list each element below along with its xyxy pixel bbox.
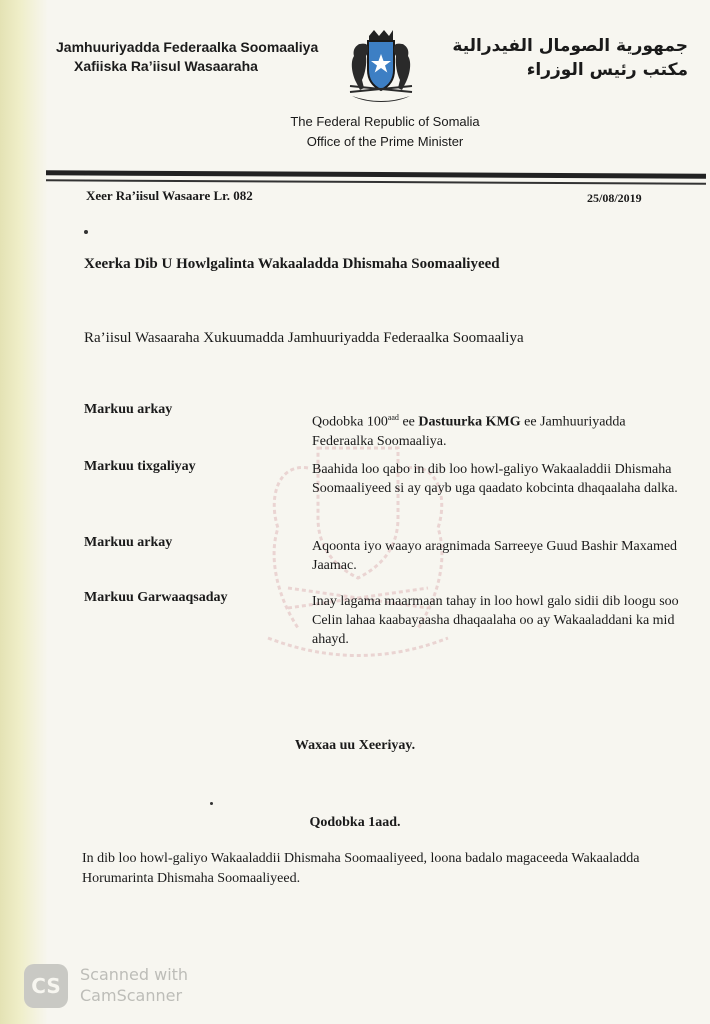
letterhead-english-line1: The Federal Republic of Somalia bbox=[290, 114, 480, 129]
letterhead-divider-thin bbox=[46, 179, 706, 184]
decree-date: 25/08/2019 bbox=[587, 191, 642, 205]
letterhead-somali bbox=[56, 38, 318, 76]
recital-text-bold: Dastuurka KMG bbox=[418, 414, 521, 430]
camscanner-watermark bbox=[80, 964, 188, 1006]
recital-text: Baahida loo qabo in dib loo howl-galiyo Wakaaladdii Dhismaha Soomaaliyeed si ay qayb uga qaadato kobcinta dhaqaalaha dalka. bbox=[312, 462, 678, 496]
scan-speck bbox=[210, 802, 213, 805]
recital-text-superscript: aad bbox=[387, 413, 399, 422]
letterhead-somali-line1: Jamhuuriyadda Federaalka Soomaaliya bbox=[56, 39, 319, 55]
letterhead-english-line2: Office of the Prime Minister bbox=[306, 134, 464, 149]
scan-page-edge bbox=[0, 0, 48, 1024]
resolution-heading: Waxaa uu Xeeriyay. bbox=[294, 738, 416, 753]
decree-reference: Xeer Ra’iisul Wasaare Lr. 082 bbox=[86, 188, 253, 203]
letterhead-somali-line2: Xafiiska Ra’iisul Wasaaraha bbox=[74, 58, 258, 74]
article-text: In dib loo howl-galiyo Wakaaladdii Dhismaha Soomaaliyeed, loona badalo magaceeda Wakaaladda Horumarinta Dhismaha Soomaaliyeed. bbox=[82, 851, 640, 886]
recital-text-part: Qodobka 100 bbox=[312, 414, 388, 430]
recital-text bbox=[312, 408, 682, 451]
camscanner-line2: CamScanner bbox=[80, 986, 183, 1005]
recital-text-part: ee bbox=[398, 414, 419, 430]
letterhead-arabic-line1: جمهورية الصومال الفيدرالية bbox=[452, 36, 688, 56]
letterhead-divider-thick bbox=[46, 170, 706, 178]
recital-label: Markuu tixgaliyay bbox=[84, 459, 196, 474]
recital-label: Markuu Garwaaqsaday bbox=[84, 590, 228, 605]
article-heading: Qodobka 1aad. bbox=[309, 815, 401, 830]
recital-text: Inay lagama maarmaan tahay in loo howl galo sidii dib loogu soo Celin lahaa kaabayaasha dhaqaalaha oo ay Wakaaladdani ka mid ahayd. bbox=[312, 594, 679, 647]
somalia-coat-of-arms-icon bbox=[338, 24, 424, 110]
recital-label: Markuu arkay bbox=[84, 402, 173, 417]
camscanner-line1: Scanned with bbox=[80, 965, 189, 984]
letterhead-english bbox=[270, 112, 500, 152]
scan-speck bbox=[84, 230, 88, 234]
recital-text: Aqoonta iyo waayo aragnimada Sarreeye Guud Bashir Maxamed Jaamac. bbox=[312, 539, 678, 573]
decree-issuer: Ra’iisul Wasaaraha Xukuumadda Jamhuuriyadda Federaalka Soomaaliya bbox=[84, 330, 524, 346]
letterhead-arabic-line2: مكتب رئيس الوزراء bbox=[526, 60, 688, 80]
camscanner-logo-icon: CS bbox=[24, 964, 68, 1008]
recital-label: Markuu arkay bbox=[84, 535, 173, 550]
letterhead-arabic bbox=[452, 34, 688, 82]
recital-text-part: ee Jamhuuriyadda Federaalka Soomaaliya. bbox=[312, 414, 626, 449]
decree-title: Xeerka Dib U Howlgalinta Wakaaladda Dhismaha Soomaaliyeed bbox=[84, 256, 500, 272]
